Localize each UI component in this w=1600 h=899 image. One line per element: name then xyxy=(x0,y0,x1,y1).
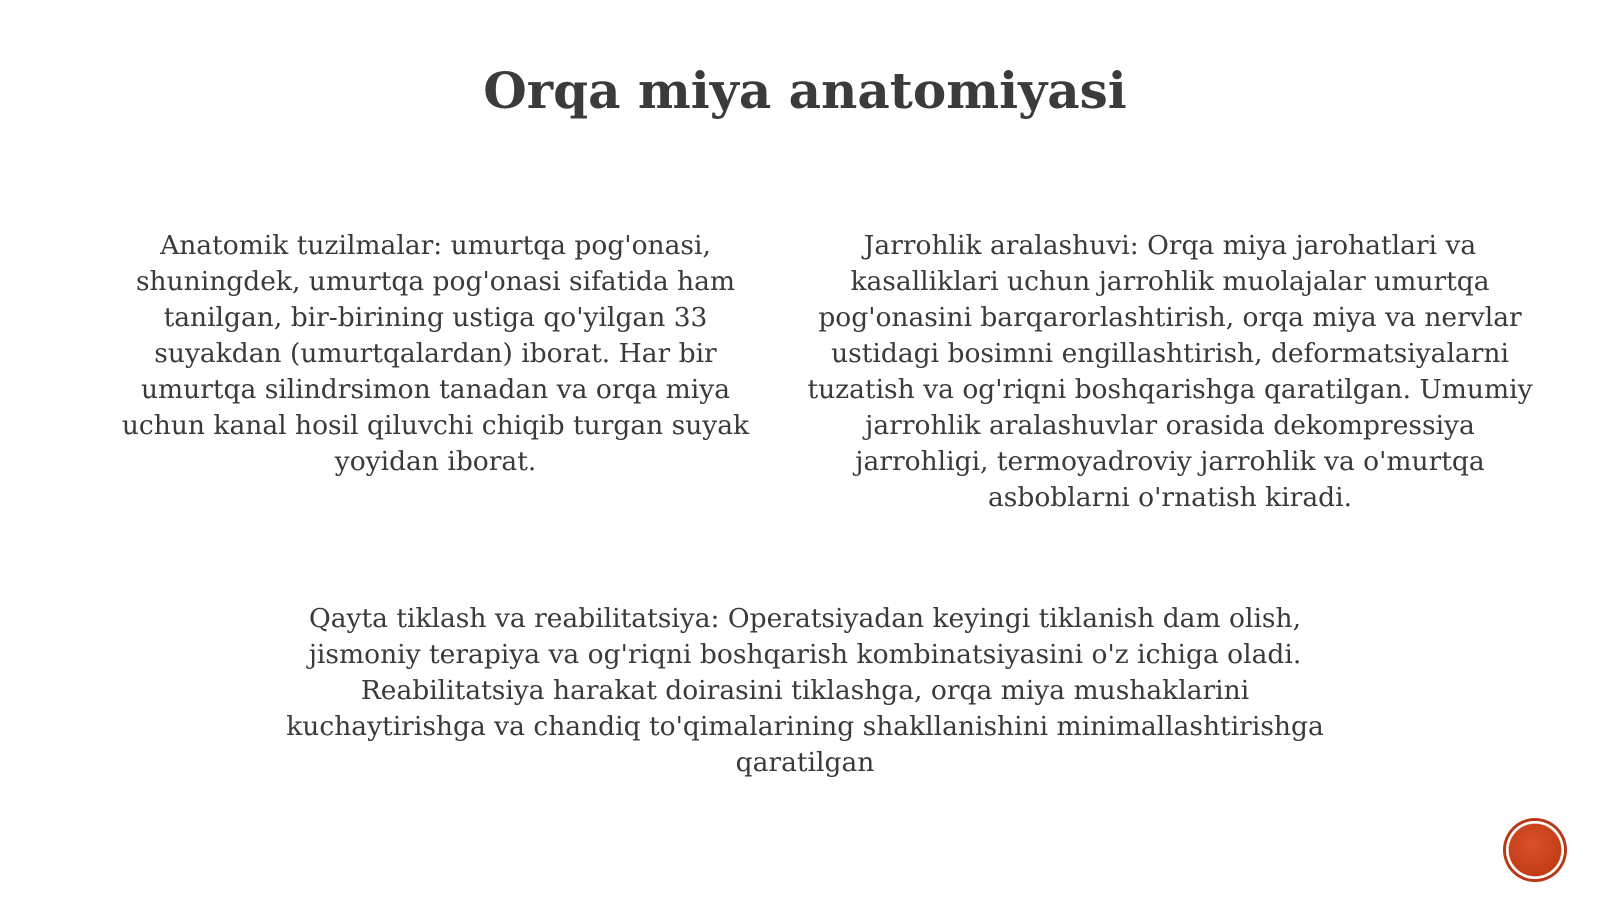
paragraph-anatomical-structures: Anatomik tuzilmalar: umurtqa pog'onasi, shuningdek, umurtqa pog'onasi sifatida ham tanilgan, bir-birining ustiga qo'yilgan 33 suyakdan (umurtqalardan) iborat. Har bir umurtqa silindrsimon tanadan va orqa miya uchun kanal hosil qiluvchi chiqib turgan suyak yoyidan iborat. xyxy=(121,230,750,477)
slide-nav-button[interactable] xyxy=(1506,821,1564,879)
circle-nav-icon xyxy=(1506,821,1564,879)
paragraph-surgical-intervention: Jarrohlik aralashuvi: Orqa miya jarohatlari va kasalliklari uchun jarrohlik muolajalar umurtqa pog'onasini barqarorlashtirish, orqa miya va nervlar ustidagi bosimni engillashtirish, deformatsiyalarni tuzatish va og'riqni boshqarishga qaratilgan. Umumiy jarrohlik aralashuvlar orasida dekompressiya jarrohligi, termoyadroviy jarrohlik va o'murtqa asboblarni o'rnatish kiradi. xyxy=(807,230,1533,513)
slide-title: Orqa miya anatomiyasi xyxy=(483,61,1127,120)
paragraph-recovery-rehabilitation: Qayta tiklash va reabilitatsiya: Operatsiyadan keyingi tiklanish dam olish, jismoniy terapiya va og'riqni boshqarish kombinatsiyasini o'z ichiga oladi. Reabilitatsiya harakat doirasini tiklashga, orqa miya mushaklarini kuchaytirishga va chandiq to'qimalarining shakllanishini minimallashtirishga qaratilgan xyxy=(286,603,1324,778)
